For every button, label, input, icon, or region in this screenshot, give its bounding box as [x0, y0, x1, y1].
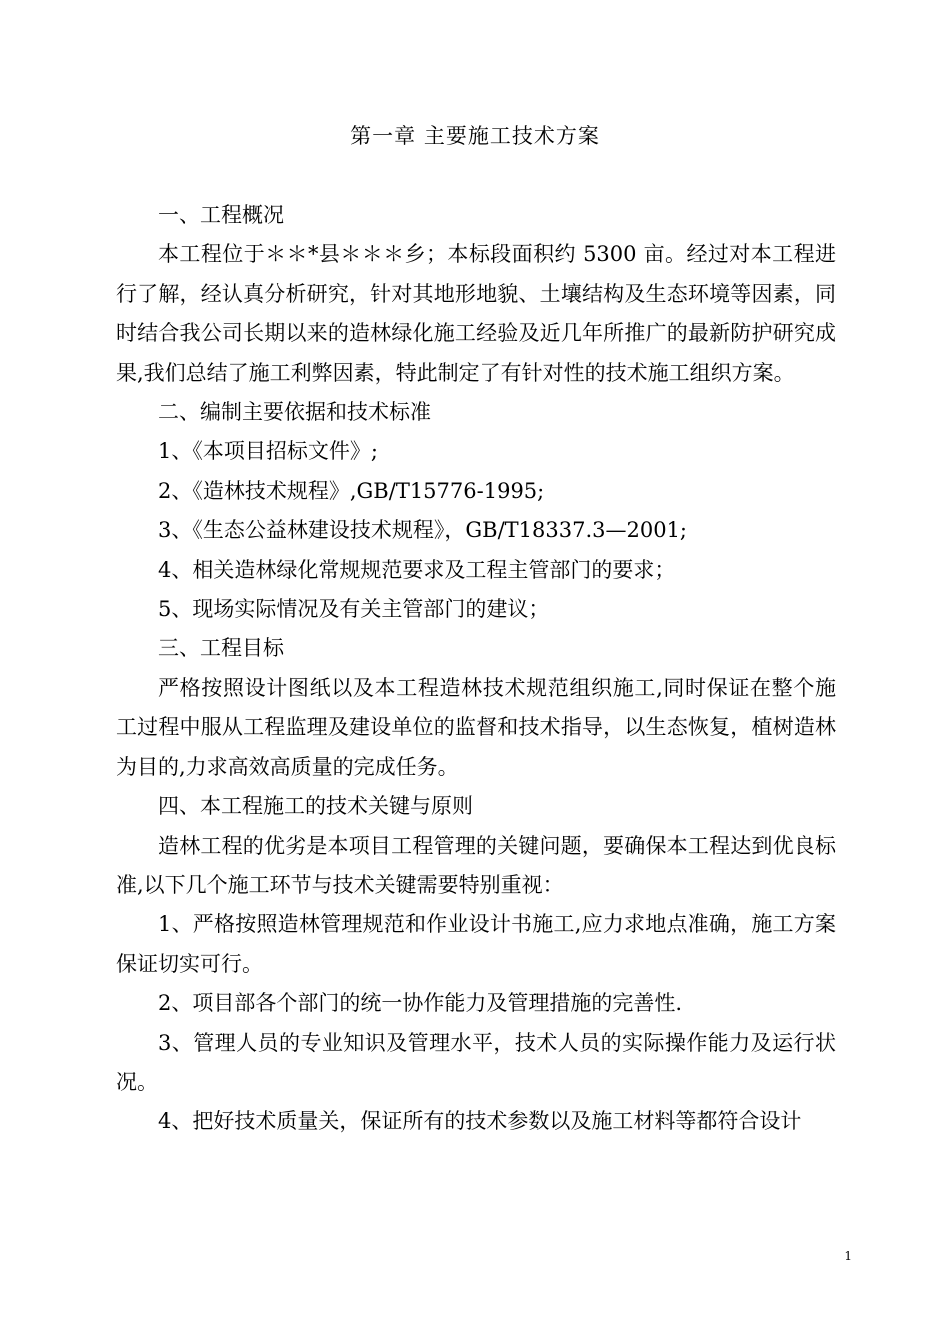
section-heading-key-principles: 四、本工程施工的技术关键与原则 [158, 794, 473, 819]
paragraph-key-principles: 造林工程的优劣是本项目工程管理的关键问题，要确保本工程达到优良标准,以下几个施工环节与技术关键需要特别重视： [116, 833, 836, 897]
list-item-basis-4: 4、相关造林绿化常规规范要求及工程主管部门的要求； [158, 557, 676, 582]
section-heading-project-goals: 三、工程目标 [158, 636, 284, 661]
list-item-basis-2: 2、《造林技术规程》,GB/T15776-1995; [158, 478, 545, 503]
paragraph-project-goals: 严格按照设计图纸以及本工程造林技术规范组织施工,同时保证在整个施工过程中服从工程监理及建设单位的监督和技术指导，以生态恢复，植树造林为目的,力求高效高质量的完成任务。 [116, 675, 836, 779]
page-number: 1 [844, 1249, 852, 1263]
list-item-principle-2: 2、项目部各个部门的统一协作能力及管理措施的完善性. [158, 991, 683, 1016]
chapter-title: 第一章 主要施工技术方案 [350, 124, 600, 148]
list-item-principle-3: 3、管理人员的专业知识及管理水平，技术人员的实际操作能力及运行状况。 [116, 1030, 836, 1094]
list-item-principle-4: 4、把好技术质量关，保证所有的技术参数以及施工材料等都符合设计 [158, 1109, 802, 1134]
section-heading-project-overview: 一、工程概况 [158, 203, 284, 227]
section-heading-basis-standards: 二、编制主要依据和技术标准 [158, 400, 431, 425]
list-item-basis-1: 1、《本项目招标文件》; [158, 439, 378, 464]
paragraph-project-overview: 本工程位于＊＊*县＊＊＊乡；本标段面积约 5300 亩。经过对本工程进行了解，经认真分析研究，针对其地形地貌、土壤结构及生态环境等因素，同时结合我公司长期以来的造林绿化施工经验及近几年所推广的最新防护研究成果,我们总结了施工利弊因素，特此制定了有针对性的技术施工组织方案。 [116, 242, 836, 385]
list-item-principle-1: 1、严格按照造林管理规范和作业设计书施工,应力求地点准确，施工方案保证切实可行。 [116, 912, 836, 976]
body-text [116, 196, 836, 1142]
list-item-basis-5: 5、现场实际情况及有关主管部门的建议； [158, 597, 550, 622]
list-item-basis-3: 3、《生态公益林建设技术规程》，GB/T18337.3—2001; [158, 518, 688, 543]
